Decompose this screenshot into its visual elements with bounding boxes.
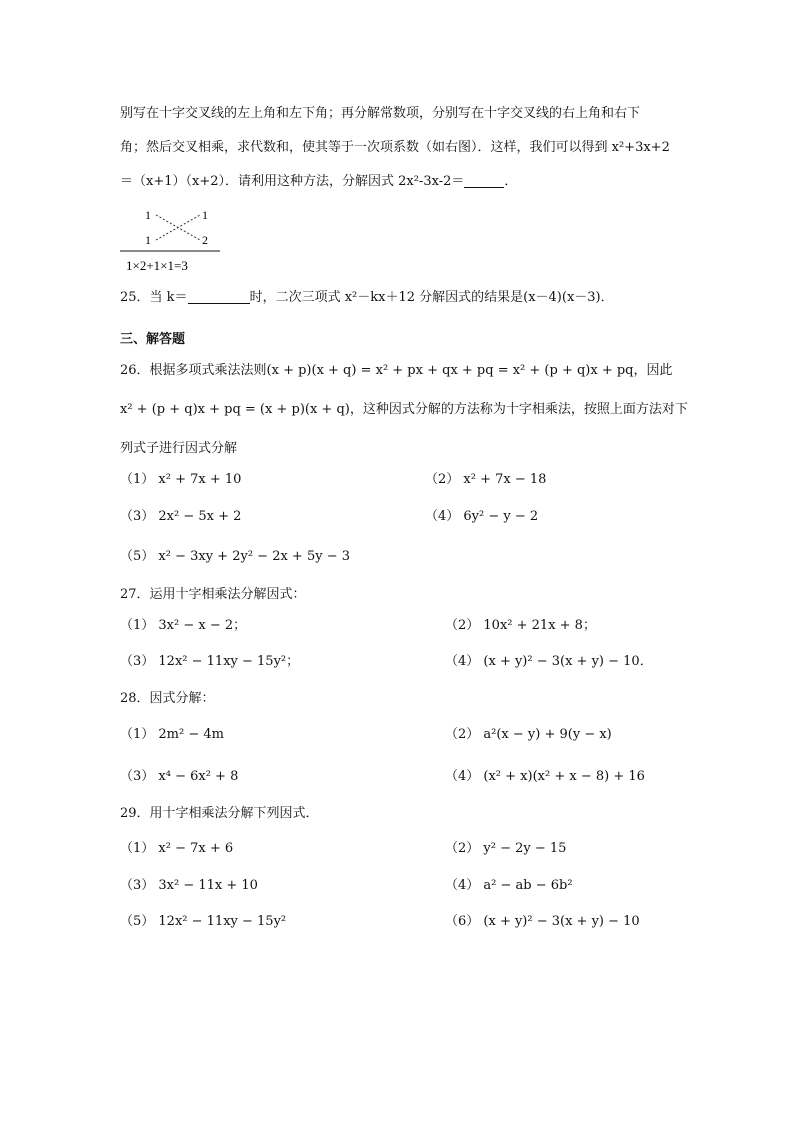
q27-item-2: （2） 10x² + 21x + 8；: [445, 618, 596, 633]
q26-item-1: （1） x² + 7x + 10: [120, 472, 242, 487]
q28-item-3: （3） x⁴ − 6x² + 8: [120, 769, 239, 784]
cross-line-up: [156, 215, 200, 240]
q25-prefix: 当 k＝: [149, 290, 188, 305]
q29-title: 29．用十字相乘法分解下列因式．: [120, 806, 319, 821]
q29-item-4: （4） a² − ab − 6b²: [445, 878, 573, 893]
q26-item-5: （5） x² − 3xy + 2y² − 2x + 5y − 3: [120, 549, 350, 564]
q28-title: 28．因式分解：: [120, 691, 215, 706]
intro-line-3: [120, 170, 517, 189]
q26-line-3: 列式子进行因式分解: [120, 441, 238, 456]
q26-item-4: （4） 6y² − y − 2: [425, 509, 539, 524]
intro-line-3-end: ．: [504, 174, 518, 189]
q28-item-2: （2） a²(x − y) + 9(y − x): [445, 727, 612, 742]
intro-line-3-text: ＝（x+1）（x+2）．请利用这种方法，分解因式 2x²-3x-2＝: [120, 174, 465, 189]
q26-line-2: x² + (p + q)x + pq = (x + p)(x + q)，这种因式分解的方法称为十字相乘法，按照上面方法对下: [120, 402, 688, 417]
answer-blank-24: [464, 173, 504, 188]
diagram-result: 1×2+1×1=3: [126, 258, 188, 273]
answer-blank-25: [188, 289, 250, 304]
diagram-bottom-right: 2: [202, 233, 208, 247]
q29-item-1: （1） x² − 7x + 6: [120, 841, 234, 856]
q27-title: 27．运用十字相乘法分解因式：: [120, 587, 306, 602]
intro-line-2: 角；然后交叉相乘，求代数和，使其等于一次项系数（如右图）．这样，我们可以得到 x²+3x+2: [120, 140, 670, 155]
q26-item-3: （3） 2x² − 5x + 2: [120, 509, 242, 524]
cross-multiplication-diagram: [120, 204, 224, 278]
q27-item-4: （4） (x + y)² − 3(x + y) − 10．: [445, 654, 653, 669]
q28-item-4: （4） (x² + x)(x² + x − 8) + 16: [445, 769, 645, 784]
q29-item-6: （6） (x + y)² − 3(x + y) − 10: [445, 914, 640, 929]
diagram-bottom-left: 1: [145, 233, 151, 247]
q27-item-1: （1） 3x² − x − 2；: [120, 618, 247, 633]
q28-item-1: （1） 2m² − 4m: [120, 727, 224, 742]
diagram-top-left: 1: [145, 208, 151, 222]
q26-line-1: 26．根据多项式乘法法则(x + p)(x + q) = x² + px + qx + pq = x² + (p + q)x + pq，因此: [120, 363, 673, 378]
question-25: [120, 286, 614, 305]
section-title: 三、解答题: [120, 332, 186, 347]
intro-line-1: 别写在十字交叉线的左上角和左下角；再分解常数项，分别写在十字交叉线的右上角和右下: [120, 106, 641, 121]
q26-item-2: （2） x² + 7x − 18: [425, 472, 547, 487]
diagram-top-right: 1: [202, 208, 208, 222]
q25-number: 25．: [120, 290, 150, 305]
q29-item-3: （3） 3x² − 11x + 10: [120, 878, 258, 893]
cross-lines: [120, 204, 224, 278]
q29-item-2: （2） y² − 2y − 15: [445, 841, 567, 856]
q25-suffix: 时，二次三项式 x²－kx＋12 分解因式的结果是(x－4)(x－3)．: [249, 290, 614, 305]
q27-item-3: （3） 12x² − 11xy − 15y²；: [120, 654, 300, 669]
q29-item-5: （5） 12x² − 11xy − 15y²: [120, 914, 287, 929]
